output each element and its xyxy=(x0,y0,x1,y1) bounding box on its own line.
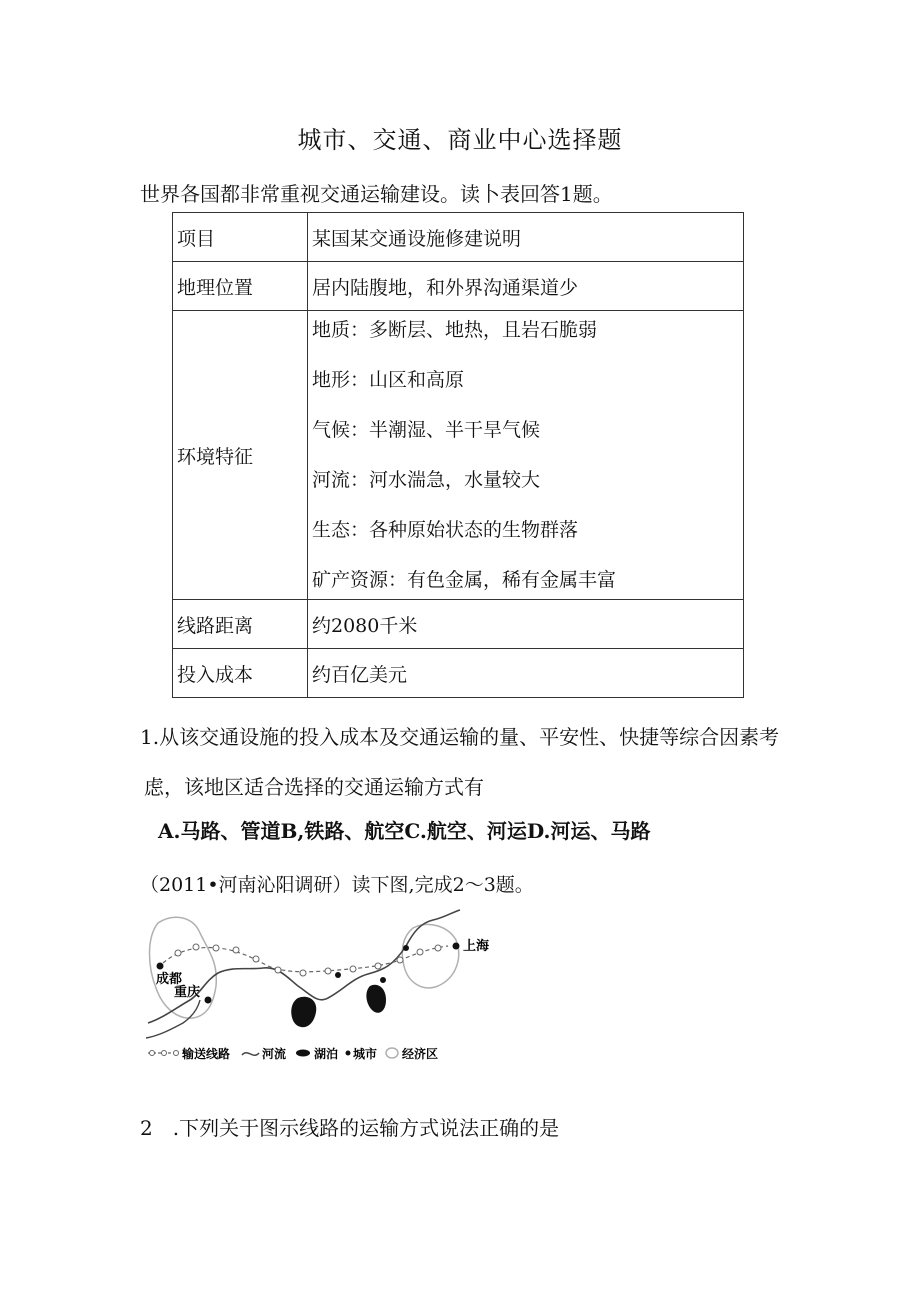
environment-terrain: 地形：山区和高原 xyxy=(312,369,465,391)
environment-geology: 地质：多断层、地热，且岩石脆弱 xyxy=(312,319,598,341)
city-chengdu-dot xyxy=(157,963,164,970)
environment-value xyxy=(308,311,744,600)
question-2: 2 .下列关于图示线路的运输方式说法正确的是 xyxy=(140,1116,560,1140)
map-legend xyxy=(148,1046,438,1061)
question-1-options: A.马路、管道B,铁路、航空C.航空、河运D.河运、马路 xyxy=(158,819,651,843)
city-dot xyxy=(403,945,409,951)
cost-value: 约百亿美元 xyxy=(308,649,744,698)
table-row xyxy=(173,649,744,698)
environment-label: 环境特征 xyxy=(173,311,308,600)
city-chongqing-dot xyxy=(205,997,212,1004)
route-map xyxy=(138,908,498,1068)
question-1 xyxy=(140,712,790,812)
distance-label: 线路距离 xyxy=(173,600,308,649)
table-row xyxy=(173,600,744,649)
environment-minerals: 矿产资源：有色金属，稀有金属丰富 xyxy=(312,569,617,591)
city-shanghai-label: 上海 xyxy=(463,939,490,954)
legend-lake-icon xyxy=(296,1050,310,1057)
table-row xyxy=(173,262,744,311)
city-dot xyxy=(380,977,386,983)
city-chongqing-label: 重庆 xyxy=(174,985,201,1000)
environment-climate: 气候：半潮湿、半干旱气候 xyxy=(312,419,541,441)
environment-river: 河流：河水湍急，水量较大 xyxy=(312,469,541,491)
table-header-item: 项目 xyxy=(173,213,308,262)
source-line: （2011•河南沁阳调研）读下图,完成2～3题。 xyxy=(140,874,534,896)
info-table xyxy=(172,212,744,698)
legend-route: 输送线路 xyxy=(182,1047,231,1061)
legend-city: 城市 xyxy=(353,1047,378,1061)
legend-river-icon xyxy=(242,1053,259,1056)
distance-value: 约2080千米 xyxy=(308,600,744,649)
lake-west xyxy=(291,997,316,1027)
environment-ecology: 生态：各种原始状态的生物群落 xyxy=(312,519,579,541)
question-1-line-1: 1.从该交通设施的投入成本及交通运输的量、平安性、快捷等综合因素考 xyxy=(140,725,780,749)
table-row xyxy=(173,311,744,600)
intro-text: 世界各国都非常重视交通运输建设。读卜表回答1题。 xyxy=(140,182,613,206)
cost-label: 投入成本 xyxy=(173,649,308,698)
page-title: 城市、交通、商业中心选择题 xyxy=(297,126,623,154)
location-label: 地理位置 xyxy=(173,262,308,311)
economic-zone-east xyxy=(402,924,458,987)
city-shanghai-dot xyxy=(453,943,460,950)
legend-lake: 湖泊 xyxy=(314,1047,339,1061)
legend-economic-zone-icon xyxy=(386,1048,398,1058)
table-header-description: 某国某交通设施修建说明 xyxy=(308,213,744,262)
river-tributary xyxy=(146,1000,200,1038)
question-1-line-2: 虑，该地区适合选择的交通运输方式有 xyxy=(144,775,484,799)
legend-city-icon xyxy=(346,1051,351,1056)
legend-economic-zone: 经济区 xyxy=(402,1047,439,1061)
lake-east xyxy=(366,985,386,1013)
table-row xyxy=(173,213,744,262)
route-stations xyxy=(175,944,441,976)
legend-river: 河流 xyxy=(262,1047,287,1061)
city-chengdu-label: 成都 xyxy=(156,972,183,987)
city-dot xyxy=(335,972,341,978)
location-value: 居内陆腹地，和外界沟通渠道少 xyxy=(308,262,744,311)
